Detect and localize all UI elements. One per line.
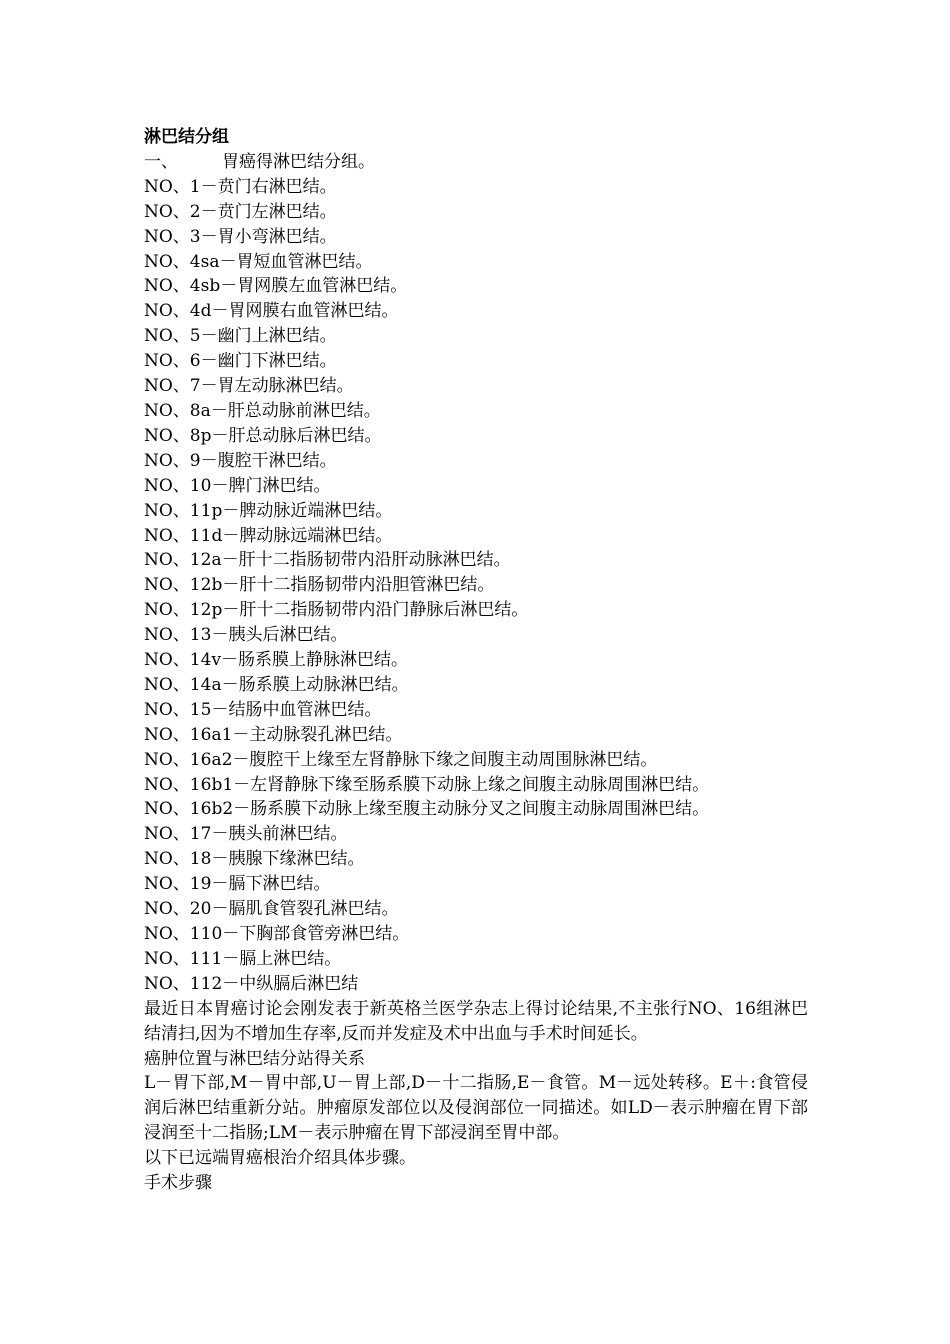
lymph-node-item: NO、11p－脾动脉近端淋巴结。 — [144, 500, 393, 521]
lymph-node-item: NO、5－幽门上淋巴结。 — [144, 326, 337, 347]
lymph-node-item: NO、8a－肝总动脉前淋巴结。 — [144, 400, 381, 421]
lymph-node-item: NO、20－膈肌食管裂孔淋巴结。 — [144, 899, 399, 920]
lymph-node-item: NO、16a2－腹腔干上缘至左肾静脉下缘之间腹主动周围脉淋巴结。 — [144, 749, 658, 770]
document-page — [144, 125, 808, 1196]
lymph-node-item: NO、9－腹腔干淋巴结。 — [144, 450, 337, 471]
intro-line: 以下已远端胃癌根治介绍具体步骤。 — [144, 1148, 416, 1169]
lymph-node-item: NO、112－中纵膈后淋巴结 — [144, 973, 359, 994]
lymph-node-item: NO、4sb－胃网膜左血管淋巴结。 — [144, 276, 408, 297]
lymph-node-item: NO、17－胰头前淋巴结。 — [144, 824, 348, 845]
lymph-node-item: NO、8p－肝总动脉后淋巴结。 — [144, 425, 382, 446]
lymph-node-item: NO、2－贲门左淋巴结。 — [144, 201, 337, 222]
section-number: 一、 — [144, 151, 178, 172]
section-heading-text: 胃癌得淋巴结分组。 — [222, 151, 375, 172]
paragraph-japan-study: 最近日本胃癌讨论会刚发表于新英格兰医学杂志上得讨论结果,不主张行NO、16组淋巴结清扫,因为不增加生存率,反而并发症及术中出血与手术时间延长。 — [144, 998, 808, 1044]
lymph-node-item: NO、4d－胃网膜右血管淋巴结。 — [144, 301, 399, 322]
paragraph-tumor-position: L－胃下部,M－胃中部,U－胃上部,D－十二指肠,E－食管。M－远处转移。E＋:食管侵润后淋巴结重新分站。肿瘤原发部位以及侵润部位一同描述。如LD－表示肿瘤在胃下部浸润至十二指肠;LM－表示肿瘤在胃下部浸润至胃中部。 — [144, 1073, 808, 1144]
lymph-node-item: NO、7－胃左动脉淋巴结。 — [144, 376, 354, 397]
lymph-node-item: NO、12p－肝十二指肠韧带内沿门静脉后淋巴结。 — [144, 600, 529, 621]
lymph-node-item: NO、16a1－主动脉裂孔淋巴结。 — [144, 724, 403, 745]
document-title: 淋巴结分组 — [144, 127, 229, 147]
lymph-node-item: NO、10－脾门淋巴结。 — [144, 475, 331, 496]
lymph-node-item: NO、15－结肠中血管淋巴结。 — [144, 699, 382, 720]
heading-tumor-position: 癌肿位置与淋巴结分站得关系 — [144, 1048, 365, 1069]
lymph-node-item: NO、12b－肝十二指肠韧带内沿胆管淋巴结。 — [144, 575, 495, 596]
lymph-node-item: NO、111－膈上淋巴结。 — [144, 948, 342, 969]
lymph-node-item: NO、11d－脾动脉远端淋巴结。 — [144, 525, 393, 546]
lymph-node-item: NO、12a－肝十二指肠韧带内沿肝动脉淋巴结。 — [144, 550, 511, 571]
lymph-node-item: NO、6－幽门下淋巴结。 — [144, 351, 337, 372]
lymph-node-item: NO、18－胰腺下缘淋巴结。 — [144, 849, 365, 870]
lymph-node-item: NO、19－膈下淋巴结。 — [144, 874, 331, 895]
lymph-node-item: NO、14v－肠系膜上静脉淋巴结。 — [144, 650, 409, 671]
lymph-node-item: NO、16b2－肠系膜下动脉上缘至腹主动脉分叉之间腹主动脉周围淋巴结。 — [144, 799, 710, 820]
lymph-node-item: NO、16b1－左肾静脉下缘至肠系膜下动脉上缘之间腹主动脉周围淋巴结。 — [144, 774, 710, 795]
lymph-node-item: NO、1－贲门右淋巴结。 — [144, 176, 337, 197]
section-heading — [144, 150, 808, 175]
lymph-node-item: NO、14a－肠系膜上动脉淋巴结。 — [144, 674, 409, 695]
heading-surgical-steps: 手术步骤 — [144, 1173, 212, 1194]
lymph-node-item: NO、3－胃小弯淋巴结。 — [144, 226, 337, 247]
lymph-node-item: NO、110－下胸部食管旁淋巴结。 — [144, 924, 410, 944]
lymph-node-list — [144, 175, 808, 997]
lymph-node-item: NO、13－胰头后淋巴结。 — [144, 625, 348, 646]
lymph-node-item: NO、4sa－胃短血管淋巴结。 — [144, 251, 373, 272]
